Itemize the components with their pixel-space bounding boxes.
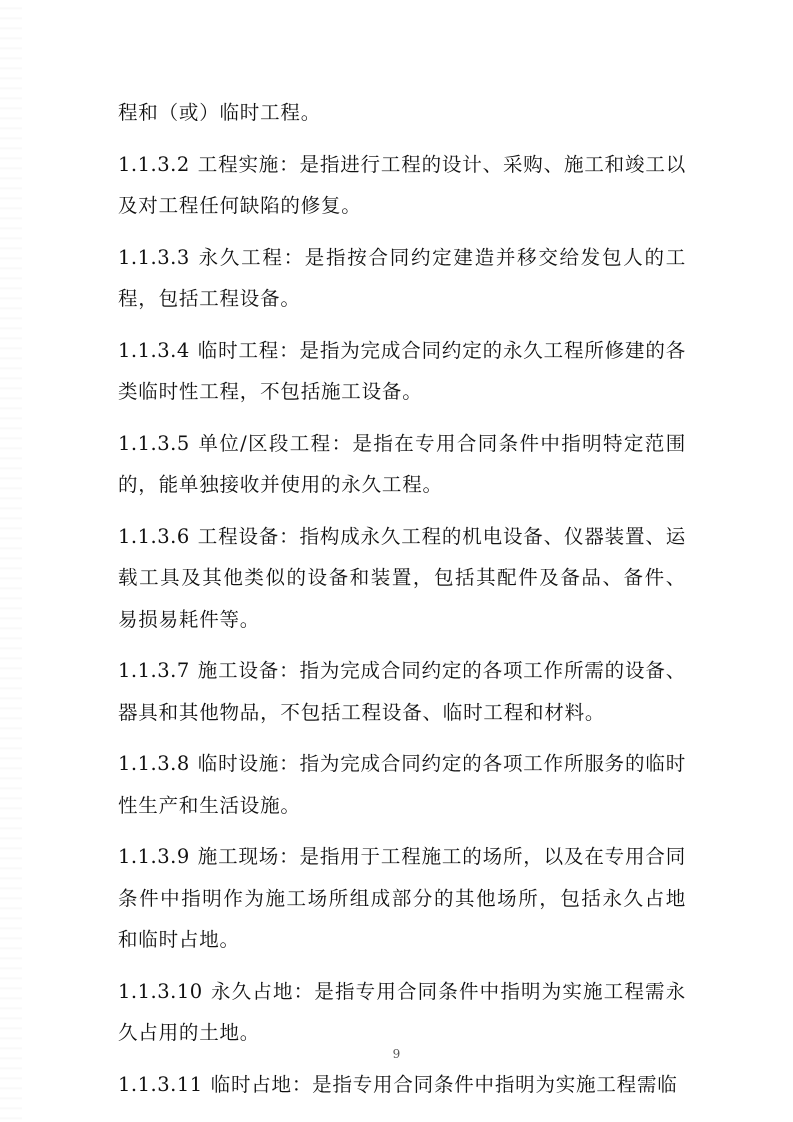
clause-1-1-3-6 (118, 516, 686, 641)
clause-1-1-3-9 (118, 836, 686, 961)
scan-edge-artifact (0, 0, 22, 1122)
clause-text: 工程实施：是指进行工程的设计、采购、施工和竣工以及对工程任何缺陷的修复。 (118, 152, 686, 217)
clause-1-1-3-8 (118, 743, 686, 826)
paragraph-continuation (118, 92, 686, 134)
clause-text: 永久工程：是指按合同约定建造并移交给发包人的工程，包括工程设备。 (118, 245, 686, 310)
clause-number: 1.1.3.3 (118, 245, 190, 269)
clause-text: 施工现场：是指用于工程施工的场所，以及在专用合同条件中指明作为施工场所组成部分的其他场所，包括永久占地和临时占地。 (118, 845, 686, 951)
clause-number: 1.1.3.7 (118, 659, 190, 682)
clause-1-1-3-7 (118, 650, 686, 733)
clause-1-1-3-11 (118, 1064, 686, 1106)
clause-number: 1.1.3.4 (118, 338, 190, 362)
clause-text: 施工设备：指为完成合同约定的各项工作所需的设备、器具和其他物品，不包括工程设备、临时工程和材料。 (118, 659, 686, 724)
clause-number: 1.1.3.10 (118, 979, 203, 1003)
clause-number: 1.1.3.9 (118, 845, 190, 868)
clause-number: 1.1.3.5 (118, 431, 190, 455)
clause-1-1-3-2 (118, 144, 686, 227)
paragraph-text: 程和（或）临时工程。 (118, 101, 322, 124)
clause-number: 1.1.3.2 (118, 152, 190, 176)
clause-number: 1.1.3.8 (118, 752, 190, 775)
page-number: 9 (392, 1047, 401, 1061)
clause-1-1-3-4 (118, 330, 686, 413)
clause-text: 临时工程：是指为完成合同约定的永久工程所修建的各类临时性工程，不包括施工设备。 (118, 338, 686, 403)
clause-text: 临时占地：是指专用合同条件中指明为实施工程需临 (210, 1072, 678, 1096)
clause-text: 工程设备：指构成永久工程的机电设备、仪器装置、运载工具及其他类似的设备和装置，包括其配件及备品、备件、易损易耗件等。 (118, 524, 686, 631)
clause-1-1-3-5 (118, 423, 686, 506)
clause-text: 单位/区段工程：是指在专用合同条件中指明特定范围的，能单独接收并使用的永久工程。 (118, 431, 686, 496)
clause-number: 1.1.3.11 (118, 1072, 203, 1096)
clause-text: 临时设施：指为完成合同约定的各项工作所服务的临时性生产和生活设施。 (118, 752, 686, 817)
clause-number: 1.1.3.6 (118, 524, 190, 548)
clause-text: 永久占地：是指专用合同条件中指明为实施工程需永久占用的土地。 (118, 979, 686, 1044)
clause-1-1-3-10 (118, 971, 686, 1054)
document-body (118, 92, 686, 1115)
clause-1-1-3-3 (118, 237, 686, 320)
